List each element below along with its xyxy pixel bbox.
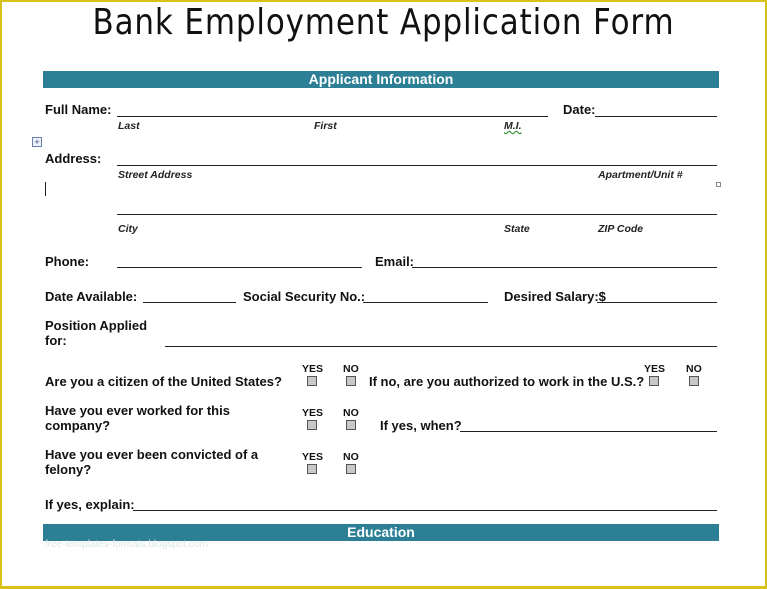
table-move-handle-icon[interactable]: + [32, 137, 42, 147]
authorized-no-label: NO [686, 363, 702, 375]
apartment-caption: Apartment/Unit # [598, 169, 683, 181]
if-yes-explain-label: If yes, explain: [45, 497, 135, 512]
section-header-applicant-information: Applicant Information [43, 71, 719, 88]
text-cursor [45, 182, 46, 196]
felony-no-label: NO [343, 451, 359, 463]
date-available-label: Date Available: [45, 289, 138, 304]
address-label: Address: [45, 151, 102, 166]
felony-question-line2: felony? [45, 462, 92, 477]
worked-yes-label: YES [302, 407, 324, 419]
position-label-line2: for: [45, 333, 67, 348]
table-resize-handle-icon[interactable] [716, 182, 721, 187]
worked-no-label: NO [343, 407, 359, 419]
ssn-label: Social Security No.: [243, 289, 366, 304]
street-address-caption: Street Address [118, 169, 193, 181]
ssn-field[interactable] [363, 302, 488, 303]
city-caption: City [118, 223, 138, 235]
felony-yes-label: YES [302, 451, 324, 463]
email-label: Email: [375, 254, 415, 269]
date-available-field[interactable] [143, 302, 236, 303]
authorized-no-checkbox[interactable] [689, 376, 699, 386]
desired-salary-field[interactable] [597, 302, 717, 303]
full-name-field[interactable] [117, 116, 548, 117]
watermark: free-templates-formats.blogspot.com [45, 539, 208, 550]
citizen-yes-checkbox[interactable] [307, 376, 317, 386]
city-state-zip-field[interactable] [117, 214, 717, 215]
if-yes-when-label: If yes, when? [380, 418, 462, 433]
citizen-yes-label: YES [302, 363, 324, 375]
felony-no-checkbox[interactable] [346, 464, 356, 474]
authorized-yes-label: YES [644, 363, 666, 375]
first-name-caption: First [314, 120, 337, 132]
full-name-label: Full Name: [45, 102, 112, 117]
street-address-field[interactable] [117, 165, 717, 166]
desired-salary-label: Desired Salary:$ [504, 289, 606, 304]
authorized-yes-checkbox[interactable] [649, 376, 659, 386]
worked-no-checkbox[interactable] [346, 420, 356, 430]
worked-question-line1: Have you ever worked for this [45, 403, 230, 418]
worked-question-line2: company? [45, 418, 111, 433]
if-yes-explain-field[interactable] [133, 510, 717, 511]
authorized-question: If no, are you authorized to work in the U.S.? [369, 374, 645, 389]
state-caption: State [504, 223, 530, 235]
section-header-education: Education [43, 524, 719, 541]
email-field[interactable] [412, 267, 717, 268]
felony-yes-checkbox[interactable] [307, 464, 317, 474]
citizen-no-label: NO [343, 363, 359, 375]
citizen-no-checkbox[interactable] [346, 376, 356, 386]
date-label: Date: [563, 102, 596, 117]
worked-yes-checkbox[interactable] [307, 420, 317, 430]
phone-label: Phone: [45, 254, 90, 269]
form-title: Bank Employment Application Form [92, 2, 675, 43]
if-yes-when-field[interactable] [460, 431, 717, 432]
phone-field[interactable] [117, 267, 362, 268]
middle-initial-caption: M.I. [504, 120, 522, 132]
last-name-caption: Last [118, 120, 140, 132]
position-field[interactable] [165, 346, 717, 347]
felony-question-line1: Have you ever been convicted of a [45, 447, 259, 462]
position-label-line1: Position Applied [45, 318, 148, 333]
date-field[interactable] [595, 116, 717, 117]
citizen-question: Are you a citizen of the United States? [45, 374, 282, 389]
zip-caption: ZIP Code [598, 223, 644, 235]
